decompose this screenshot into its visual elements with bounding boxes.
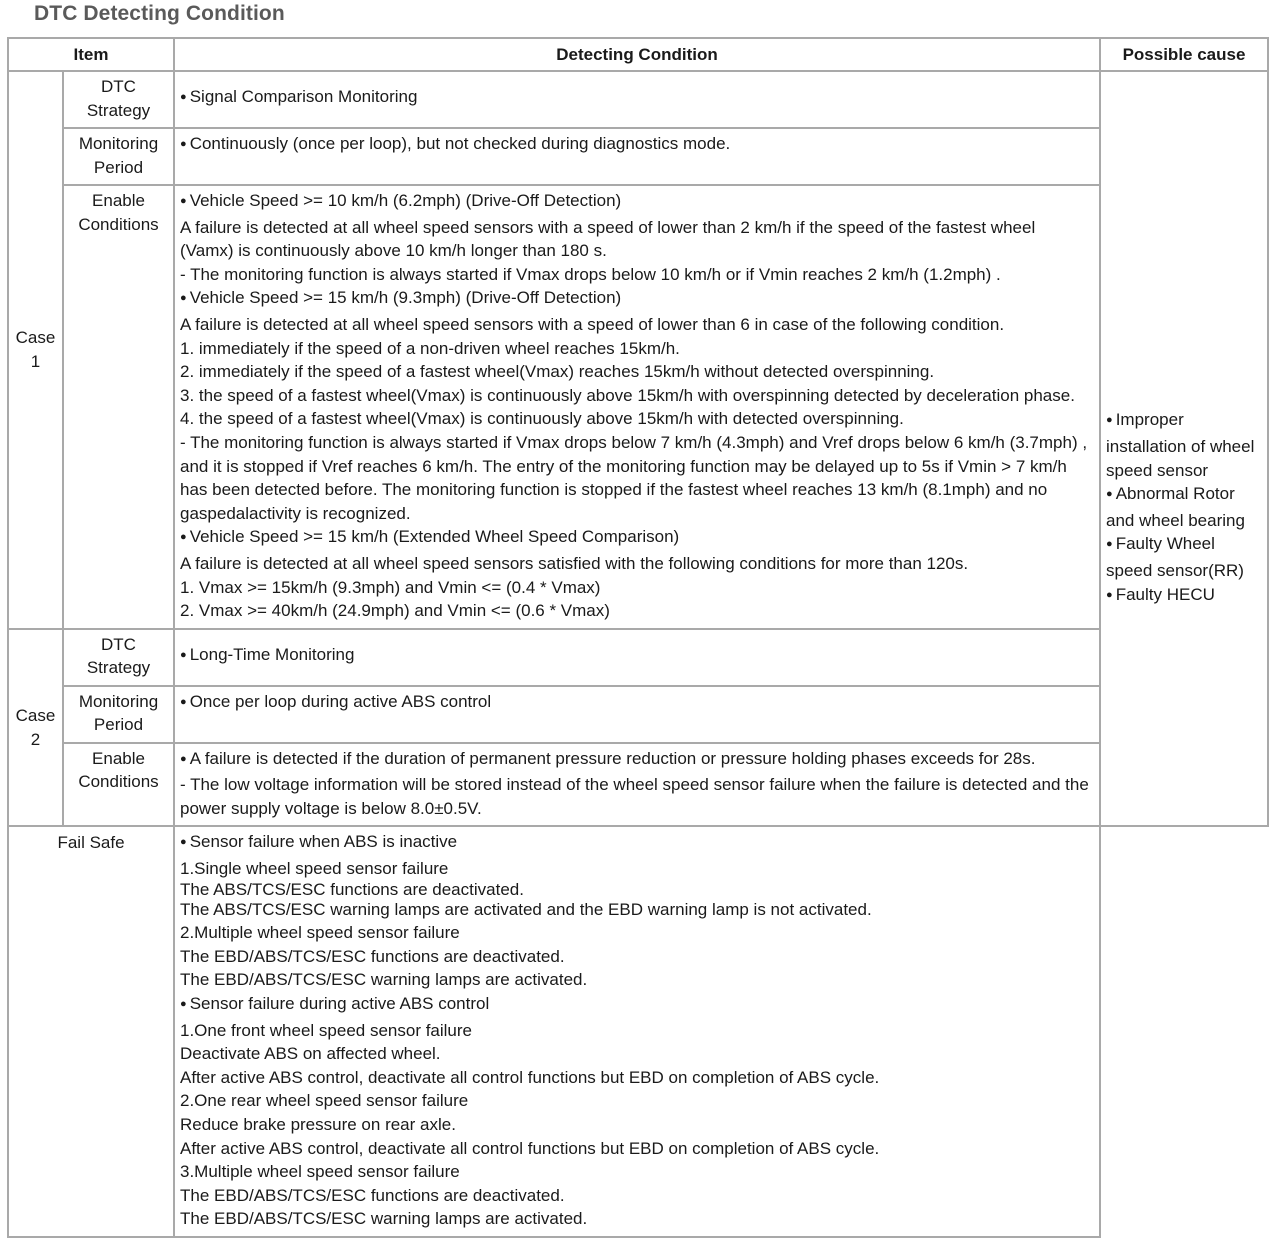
case2-dtc-strategy-row — [8, 629, 1268, 686]
case2-monitoring-period-row — [8, 686, 1268, 743]
fail-safe-row — [8, 826, 1268, 1237]
header-possible-cause: Possible cause — [1100, 38, 1268, 71]
case1-monitoring-period-row — [8, 128, 1268, 185]
bullet-icon — [1106, 585, 1116, 604]
cause-item — [1106, 482, 1263, 532]
fail-safe-line: Reduce brake pressure on rear axle. — [180, 1115, 456, 1134]
condition-line: 2. Vmax >= 40km/h (24.9mph) and Vmin <= (0.6 * Vmax) — [180, 601, 610, 621]
bullet-icon — [180, 994, 190, 1013]
bullet-icon — [180, 527, 190, 546]
bullet-icon — [180, 191, 190, 210]
fail-safe-line: After active ABS control, deactivate all control functions but EBD on completion of ABS cycle. — [180, 1138, 880, 1158]
cause-item — [1106, 532, 1263, 582]
condition-line: 4. the speed of a fastest wheel(Vmax) is continuously above 15km/h with detected overspinning. — [180, 409, 904, 429]
case2-enable-conditions-text — [174, 743, 1100, 827]
fail-safe-text — [174, 826, 1100, 1237]
fail-safe-line: Deactivate ABS on affected wheel. — [180, 1044, 441, 1064]
case1-dtc-strategy-value: Signal Comparison Monitoring — [189, 87, 418, 107]
bullet-icon — [180, 87, 190, 106]
bullet-icon — [180, 134, 190, 153]
case2-label — [8, 629, 63, 827]
case2-dtc-strategy-label: DTC Strategy — [63, 629, 174, 686]
bullet-icon — [180, 288, 190, 307]
case1-label-text: Case 1 — [15, 328, 56, 371]
condition-line — [180, 286, 1093, 313]
fail-safe-line: 2.One rear wheel speed sensor failure — [180, 1091, 469, 1111]
bullet-icon — [180, 645, 190, 664]
case2-dtc-strategy-text — [174, 629, 1100, 686]
header-item: Item — [8, 38, 174, 71]
condition-line: A failure is detected at all wheel speed sensors with a speed of lower than 2 km/h if the speed of the fastest wheel (Vamx) is continuously above 10 km/h longer than 180 s. — [180, 217, 1036, 261]
dtc-condition-table — [7, 37, 1269, 1238]
case2-enable-conditions-label: Enable Conditions — [63, 743, 174, 827]
condition-text: Vehicle Speed >= 15 km/h (Extended Wheel Speed Comparison) — [189, 527, 680, 547]
condition-text: Vehicle Speed >= 15 km/h (9.3mph) (Drive-Off Detection) — [189, 288, 622, 308]
bullet-icon — [180, 692, 190, 711]
fail-safe-line — [180, 992, 1093, 1019]
case1-monitoring-period-text — [174, 128, 1100, 185]
bullet-icon — [180, 832, 190, 851]
bullet-icon — [1106, 534, 1116, 553]
case1-dtc-strategy-row — [8, 71, 1268, 128]
condition-line: 1. immediately if the speed of a non-driven wheel reaches 15km/h. — [180, 338, 680, 358]
condition-line: A failure is detected at all wheel speed sensors satisfied with the following conditions for more than 120s. — [180, 553, 969, 573]
cause-item — [1106, 408, 1263, 482]
case1-label — [8, 71, 63, 629]
cause-text: Improper installation of wheel speed sensor — [1106, 410, 1255, 480]
fail-safe-line: The EBD/ABS/TCS/ESC functions are deactivated. — [180, 1185, 565, 1205]
header-detecting-condition: Detecting Condition — [174, 38, 1100, 71]
condition-line: A failure is detected at all wheel speed sensors with a speed of lower than 6 in case of the following condition. — [180, 314, 1005, 334]
condition-line: - The low voltage information will be stored instead of the wheel speed sensor failure when the failure is detected and the power supply voltage is below 8.0±0.5V. — [180, 775, 1089, 818]
possible-cause-cell — [1100, 71, 1268, 826]
fail-safe-line: 3.Multiple wheel speed sensor failure — [180, 1162, 460, 1182]
fail-safe-label: Fail Safe — [8, 826, 174, 1237]
fail-safe-line: The EBD/ABS/TCS/ESC warning lamps are activated. — [180, 970, 588, 990]
case1-dtc-strategy-text — [174, 71, 1100, 128]
page-title: DTC Detecting Condition — [34, 2, 285, 25]
possible-cause-list — [1106, 288, 1263, 609]
condition-text: A failure is detected if the duration of permanent pressure reduction or pressure holding phases exceeds for 28s. — [189, 748, 1036, 768]
bullet-icon — [180, 749, 190, 768]
cause-item — [1106, 583, 1263, 610]
fail-safe-line: 1.One front wheel speed sensor failure — [180, 1020, 473, 1040]
table-header-row — [8, 38, 1268, 71]
case2-monitoring-period-value: Once per loop during active ABS control — [189, 691, 492, 711]
cause-text: Faulty HECU — [1115, 584, 1215, 604]
case2-dtc-strategy-value: Long-Time Monitoring — [189, 644, 355, 664]
bullet-icon — [1106, 484, 1116, 503]
condition-line — [180, 189, 1093, 216]
case1-dtc-strategy-label: DTC Strategy — [63, 71, 174, 128]
condition-line: 2. immediately if the speed of a fastest wheel(Vmax) reaches 15km/h without detected overspinning. — [180, 362, 935, 382]
condition-line: - The monitoring function is always started if Vmax drops below 7 km/h (4.3mph) and Vref drops below 6 km/h (3.7mph) , and it is stopped if Vref reaches 6 km/h. The entry of the monitoring function may be delayed up to 5s if Vmin > 7 km/h has been detected before. The monitoring function is stopped if the fastest wheel reaches 13 km/h (8.1mph) and no gaspedalactivity is recognized. — [180, 432, 1088, 523]
fail-safe-line: The EBD/ABS/TCS/ESC functions are deactivated. — [180, 946, 565, 966]
case1-monitoring-period-value: Continuously (once per loop), but not checked during diagnostics mode. — [189, 134, 731, 153]
case2-label-text: Case 2 — [15, 705, 56, 749]
condition-line: 1. Vmax >= 15km/h (9.3mph) and Vmin <= (0.4 * Vmax) — [180, 577, 601, 597]
fail-safe-line: The EBD/ABS/TCS/ESC warning lamps are activated. — [180, 1209, 588, 1229]
condition-line — [180, 525, 1093, 552]
fail-safe-line-text: Sensor failure when ABS is inactive — [189, 832, 458, 852]
fail-safe-line: 2.Multiple wheel speed sensor failure — [180, 923, 460, 943]
fail-safe-line: 1.Single wheel speed sensor failure — [180, 859, 449, 879]
condition-line: 3. the speed of a fastest wheel(Vmax) is continuously above 15km/h with overspinning detected by deceleration phase. — [180, 385, 1075, 405]
case2-monitoring-period-text — [174, 686, 1100, 743]
cause-text: Abnormal Rotor and wheel bearing — [1106, 484, 1245, 530]
condition-text: Vehicle Speed >= 10 km/h (6.2mph) (Drive-Off Detection) — [189, 191, 622, 210]
case2-monitoring-period-label: Monitoring Period — [63, 686, 174, 743]
case2-enable-conditions-row — [8, 743, 1268, 827]
bullet-icon — [1106, 410, 1116, 429]
case1-enable-conditions-row — [8, 185, 1268, 629]
condition-line — [180, 747, 1093, 774]
fail-safe-line: After active ABS control, deactivate all control functions but EBD on completion of ABS cycle. — [180, 1067, 880, 1087]
case1-enable-conditions-text — [174, 185, 1100, 629]
condition-line: - The monitoring function is always started if Vmax drops below 10 km/h or if Vmin reaches 2 km/h (1.2mph) . — [180, 264, 1001, 284]
fail-safe-line: The ABS/TCS/ESC warning lamps are activated and the EBD warning lamp is not activated. — [180, 899, 872, 919]
case1-monitoring-period-label: Monitoring Period — [63, 128, 174, 185]
fail-safe-line — [180, 830, 1093, 857]
cause-text: Faulty Wheel speed sensor(RR) — [1106, 534, 1244, 580]
case1-enable-conditions-label: Enable Conditions — [63, 185, 174, 629]
fail-safe-line-text: Sensor failure during active ABS control — [189, 994, 490, 1014]
fail-safe-line: The ABS/TCS/ESC functions are deactivated. — [180, 879, 524, 899]
